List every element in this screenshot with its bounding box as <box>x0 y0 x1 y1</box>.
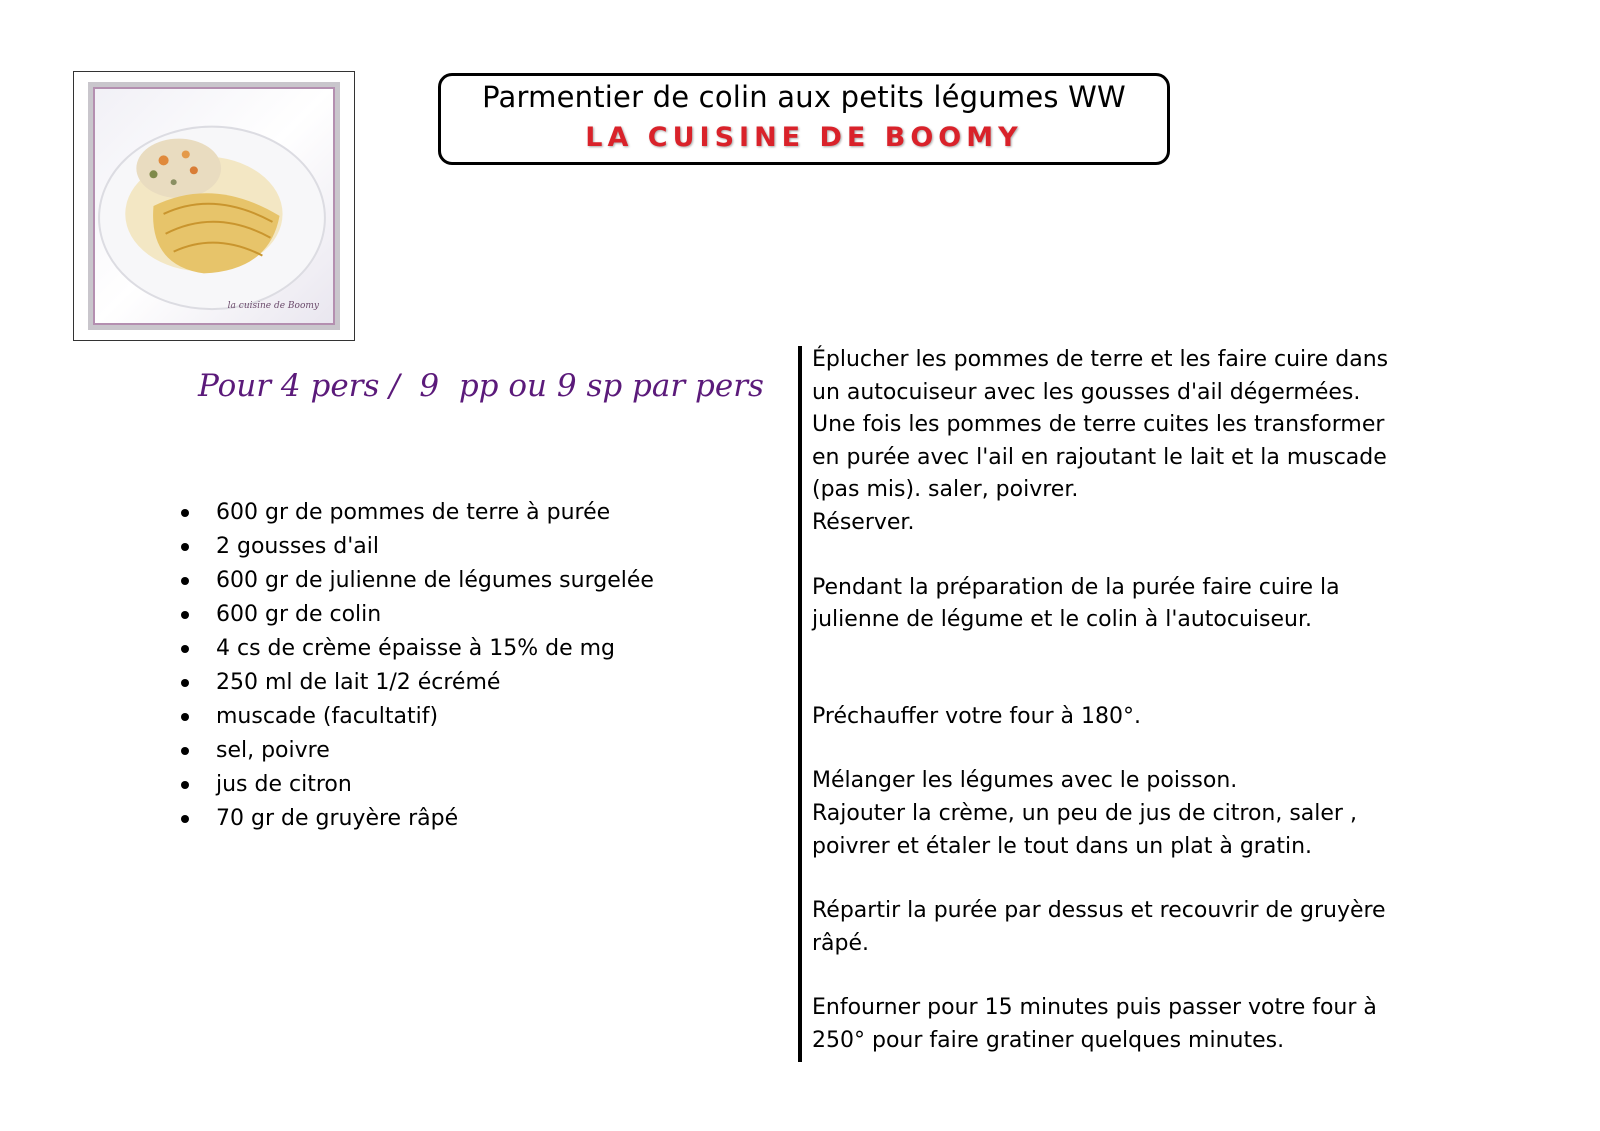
recipe-photo-frame <box>73 71 355 341</box>
column-divider <box>798 346 802 1062</box>
instruction-line: Rajouter la crème, un peu de jus de citron, saler , <box>812 800 1357 826</box>
instruction-line: (pas mis). saler, poivrer. <box>812 477 1079 503</box>
ingredients-list <box>178 496 654 836</box>
ingredient-item: 600 gr de colin <box>178 598 654 632</box>
ingredient-item: 4 cs de crème épaisse à 15% de mg <box>178 632 654 666</box>
instruction-line: un autocuiseur avec les gousses d'ail dégermées. <box>812 379 1361 405</box>
ingredient-item: jus de citron <box>178 768 654 802</box>
ingredient-item: 250 ml de lait 1/2 écrémé <box>178 666 654 700</box>
instruction-line: en purée avec l'ail en rajoutant le lait et la muscade <box>812 444 1387 470</box>
instruction-line: Enfourner pour 15 minutes puis passer votre four à <box>812 995 1377 1021</box>
instruction-line: Une fois les pommes de terre cuites les transformer <box>812 412 1385 438</box>
instruction-line: râpé. <box>812 930 870 956</box>
instruction-line: Réserver. <box>812 509 915 535</box>
photo-watermark: la cuisine de Boomy <box>227 301 319 311</box>
instruction-line: poivrer et étaler le tout dans un plat à gratin. <box>812 833 1313 859</box>
instruction-line: Préchauffer votre four à 180°. <box>812 703 1142 729</box>
recipe-photo <box>88 82 340 330</box>
title-box <box>438 73 1170 165</box>
instruction-line: Pendant la préparation de la purée faire cuire la <box>812 574 1340 600</box>
instruction-line: julienne de légume et le colin à l'autocuiseur. <box>812 607 1313 633</box>
ingredient-item: 70 gr de gruyère râpé <box>178 802 654 836</box>
ingredient-item: muscade (facultatif) <box>178 700 654 734</box>
blog-subtitle: LA CUISINE DE BOOMY <box>585 122 1023 153</box>
instruction-line: Éplucher les pommes de terre et les faire cuire dans <box>812 347 1389 372</box>
ingredient-item: 600 gr de pommes de terre à purée <box>178 496 654 530</box>
servings-info: Pour 4 pers / 9 pp ou 9 sp par pers <box>198 368 764 404</box>
ingredient-item: 2 gousses d'ail <box>178 530 654 564</box>
instruction-line: Mélanger les légumes avec le poisson. <box>812 768 1238 794</box>
ingredient-item: 600 gr de julienne de légumes surgelée <box>178 564 654 598</box>
instruction-line: Répartir la purée par dessus et recouvrir de gruyère <box>812 898 1386 924</box>
instruction-line: 250° pour faire gratiner quelques minutes. <box>812 1027 1285 1053</box>
instructions <box>812 344 1402 1058</box>
recipe-title: Parmentier de colin aux petits légumes WW <box>482 80 1126 114</box>
gratin-dish-photo-icon <box>93 87 335 325</box>
ingredient-item: sel, poivre <box>178 734 654 768</box>
